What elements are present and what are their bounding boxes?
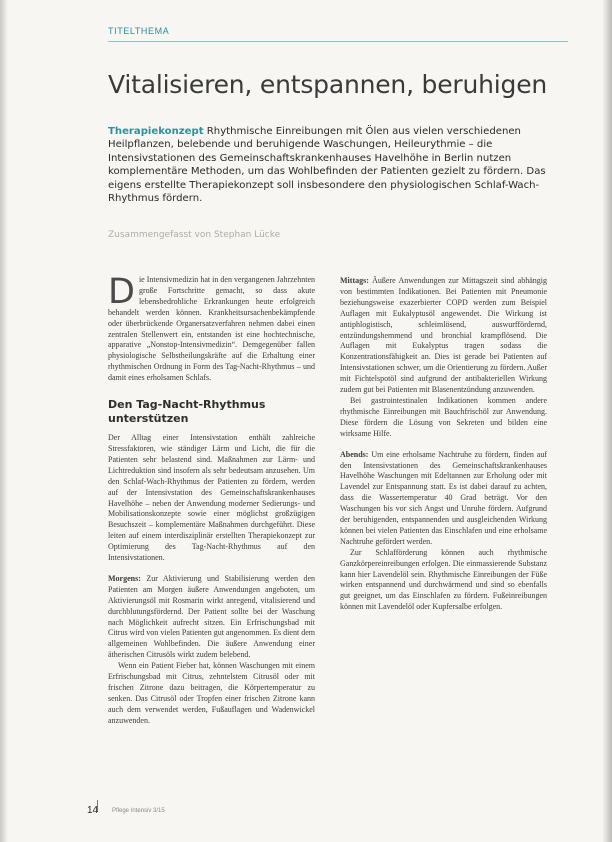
paragraph-text: Zur Aktivierung und Stabilisierung werden den Patienten am Morgen äußere Anwendungen angeboten, um Aktivierungsöl mit Rosmarin wirkt anregend, vitalisierend und durchblutungsfördernd. Der Patient sollte bei der Waschung nach Möglichkeit aufrecht sitzen. Ein Erfrischungsbad mit Citrus wird von vielen Patienten gut angenommen. Es dient dem allgemeinen Wohlbefinden. Die äußere Anwendung einer ätherischen Citrusöls wirkt zudem belebend. xyxy=(108,573,315,660)
paragraph-morgens xyxy=(108,574,315,661)
paragraph: Bei gastrointestinalen Indikationen kommen andere rhythmische Einreibungen mit Bauchfrischöl zur Anwendung. Diese fördern die Lösung von Sekreten und bilden eine wirksame Hilfe. xyxy=(340,395,547,438)
byline: Zusammengefasst von Stephan Lücke xyxy=(108,230,281,240)
text-column-left xyxy=(108,272,315,727)
article-lead xyxy=(108,125,566,205)
lead-in-morgens: Morgens: xyxy=(108,573,141,583)
lead-in-abends: Abends: xyxy=(340,449,369,459)
lead-text: Rhythmische Einreibungen mit Ölen aus vielen verschiedenen Heilpflanzen, belebende und beruhigende Waschungen, Heileurythmie – die Intensivstationen des Gemeinschaftskrankenhauses Havelhöhe in Berlin nutzen komplementäre Methoden, um das Wohlbefinden der Patienten gezielt zu fördern. Das eigens erstellte Therapiekonzept soll insbesondere den physiologischen Schlaf-Wach-Rhythmus fördern. xyxy=(108,126,546,205)
article-title: Vitalisieren, entspannen, beruhigen xyxy=(108,70,548,99)
journal-name: Pflege Intensiv 3/15 xyxy=(112,808,165,814)
intro-paragraph xyxy=(108,272,315,384)
section-label: TITELTHEMA xyxy=(108,26,170,36)
subheading: Den Tag-Nacht-Rhythmus unterstützen xyxy=(108,398,266,426)
intro-text: ie Intensivmedizin hat in den vergangenen Jahrzehnten große Fortschritte gemacht, so dass akute lebensbedrohliche Erkrankungen heute erfolgreich behandelt werden können. Krankheitsursachenbekämpfende oder überbrückende Organersatzverfahren nehmen dabei einen zentralen Stellenwert ein, entstanden ist eine hochtechnische, apparative „Nonstop-Intensivmedizin“. Demgegenüber fallen physiologische Selbstheilungskräfte auf die Erhaltung einer rhythmischen Ordnung in Form des Tag-Nacht-Rhythmus – und damit eines erholsamen Schlafs. xyxy=(108,275,315,383)
paragraph-mittags xyxy=(340,276,547,396)
section-divider xyxy=(108,41,568,42)
page-number: 14 xyxy=(87,805,99,816)
scan-shadow-left xyxy=(0,0,8,842)
paragraph: Der Alltag einer Intensivstation enthält zahlreiche Stressfaktoren, wie ständiger Lärm und Licht, die für die Patienten sehr belastend sind. Maßnahmen zur Lärm- und Lichtreduktion sind insofern als sehr bedeutsam anzusehen. Um den Schlaf-Wach-Rhythmus der Patienten zu fördern, werden auf der Intensivstation des Gemeinschaftskrankenhauses Havelhöhe – neben der Anwendung moderner Sedierungs- und Mobilisationskonzepte sowie einer möglichst großzügigen Besuchszeit – komplementäre Maßnahmen durchgeführt. Diese leiten auf einem interdisziplinär erstellten Therapiekonzept zur Optimierung des Tag-Nacht-Rhythmus auf den Intensivstationen. xyxy=(108,433,315,563)
paragraph-text: Um eine erholsame Nachtruhe zu fördern, finden auf den Intensivstationen des Gemeinschaftskrankenhauses Havelhöhe Waschungen mit Edeltannen zur Erholung oder mit Lavendel zur Entspannung statt. Es ist dabei darauf zu achten, dass die Wassertemperatur 40 Grad beträgt. Vor den Waschungen bis vor sich Angst und Unruhe fördern. Aufgrund der beruhigenden, entspannenden und ausgleichenden Wirkung können bei vielen Patienten das Einschlafen und eine erholsame Nachtruhe gefördert werden. xyxy=(340,449,548,546)
paragraph: Zur Schlafförderung können auch rhythmische Ganzkörpereinreibungen erfolgen. Die einmassierende Substanz kann hier Lavendelöl sein. Rhythmische Einreibungen der Füße wirken entspannend und durchwärmend und sind so ebenfalls gut geeignet, um das Einschlafen zu fördern. Fußeinreibungen können mit Lavendelöl oder Kupfersalbe erfolgen. xyxy=(340,547,547,612)
paragraph-abends xyxy=(340,450,547,548)
lead-in-mittags: Mittags: xyxy=(340,276,369,285)
paragraph-text: Äußere Anwendungen zur Mittagszeit sind abhängig von bestimmten Indikationen. Bei Patienten mit Pneumonie beziehungsweise exazerbierter COPD werden zum Beispiel Auflagen mit Eukalyptusöl angewendet. Die Wirkung ist antiphlogistisch, schleimlösend, auswurffördernd, entzündungshemmend und bronchial krampflösend. Die Auflagen mit Eukalyptus tragen sodass die Konzentrationsfähigkeit an. Dies ist gerade bei Patienten auf Intensivstationen schwer, um die Orientierung zu fördern. Außer mit Fichtelspotöl sind aufgrund der antibakteriellen Wirkung zudem gut bei Patienten mit Blasenentzündung anzuwenden. xyxy=(340,276,548,395)
lead-tag: Therapiekonzept xyxy=(108,126,204,137)
text-column-right xyxy=(340,276,547,613)
drop-cap: D xyxy=(108,272,135,312)
paragraph: Wenn ein Patient Fieber hat, können Waschungen mit einem Erfrischungsbad mit Citrus, zehntelstem Citrusöl oder mit frischen Zitrone dazu beitragen, die Körpertemperatur zu senken. Das Citrusöl oder Tropfen einer frischen Zitrone kann auch dem verwendet werden, Fußauflagen und Wadenwickel anzuwenden. xyxy=(108,661,315,725)
scan-shadow-right xyxy=(602,0,612,842)
